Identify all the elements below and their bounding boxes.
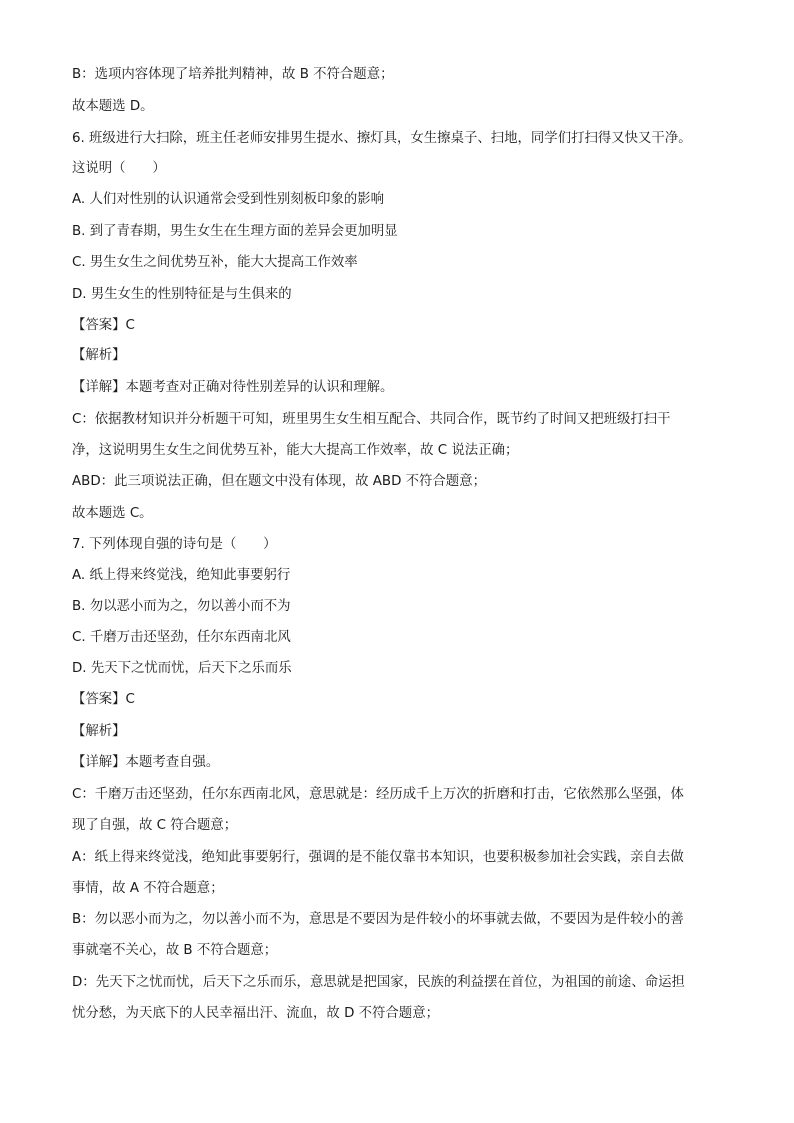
detail-text: 事情，故 A 不符合题意；	[72, 881, 224, 896]
option-c: C. 男生女生之间优势互补，能大大提高工作效率	[72, 255, 358, 270]
answer-label: 【答案】C	[72, 692, 135, 707]
text-line: 故本题选 D。	[72, 99, 154, 114]
detail-text: ABD：此三项说法正确，但在题文中没有体现，故 ABD 不符合题意；	[72, 474, 486, 489]
detail-text: 净，这说明男生女生之间优势互补，能大大提高工作效率，故 C 说法正确；	[72, 443, 519, 458]
question-stem: 这说明（ ）	[72, 161, 166, 176]
question-stem: 6. 班级进行大扫除，班主任老师安排男生提水、擦灯具，女生擦桌子、扫地，同学们打扫得又快又干净。	[72, 131, 692, 146]
detail-text: 忧分愁，为天底下的人民幸福出汗、流血，故 D 不符合题意；	[72, 1006, 439, 1021]
detail-text: 【详解】本题考查自强。	[72, 755, 220, 770]
detail-text: 现了自强，故 C 符合题意；	[72, 818, 238, 833]
answer-label: 【答案】C	[72, 318, 135, 333]
option-c: C. 千磨万击还坚劲，任尔东西南北风	[72, 630, 291, 645]
detail-text: C：千磨万击还坚劲，任尔东西南北风，意思就是：经历成千上万次的折磨和打击，它依然那么坚强，体	[72, 787, 684, 802]
detail-text: C：依据教材知识并分析题干可知，班里男生女生相互配合、共同合作，既节约了时间又把班级打扫干	[72, 412, 671, 427]
option-b: B. 勿以恶小而为之，勿以善小而不为	[72, 599, 291, 614]
detail-text: A：纸上得来终觉浅，绝知此事要躬行，强调的是不能仅靠书本知识，也要积极参加社会实践，亲自去做	[72, 850, 684, 865]
analysis-label: 【解析】	[72, 348, 126, 363]
detail-text: 事就毫不关心，故 B 不符合题意；	[72, 943, 278, 958]
option-a: A. 人们对性别的认识通常会受到性别刻板印象的影响	[72, 192, 385, 207]
option-a: A. 纸上得来终觉浅，绝知此事要躬行	[72, 568, 291, 583]
question-stem: 7. 下列体现自强的诗句是（ ）	[72, 537, 277, 552]
option-b: B. 到了青春期，男生女生在生理方面的差异会更加明显	[72, 224, 398, 239]
text-line: 故本题选 C。	[72, 506, 153, 521]
option-d: D. 男生女生的性别特征是与生俱来的	[72, 287, 292, 302]
detail-text: D：先天下之忧而忧，后天下之乐而乐，意思就是把国家，民族的利益摆在首位，为祖国的前途、命运担	[72, 975, 685, 990]
text-line: B：选项内容体现了培养批判精神，故 B 不符合题意；	[72, 67, 394, 82]
option-d: D. 先天下之忧而忧，后天下之乐而乐	[72, 661, 292, 676]
detail-text: B：勿以恶小而为之，勿以善小而不为，意思是不要因为是件较小的坏事就去做，不要因为是件较小的善	[72, 912, 684, 927]
analysis-label: 【解析】	[72, 724, 126, 739]
detail-text: 【详解】本题考查对正确对待性别差异的认识和理解。	[72, 380, 394, 395]
